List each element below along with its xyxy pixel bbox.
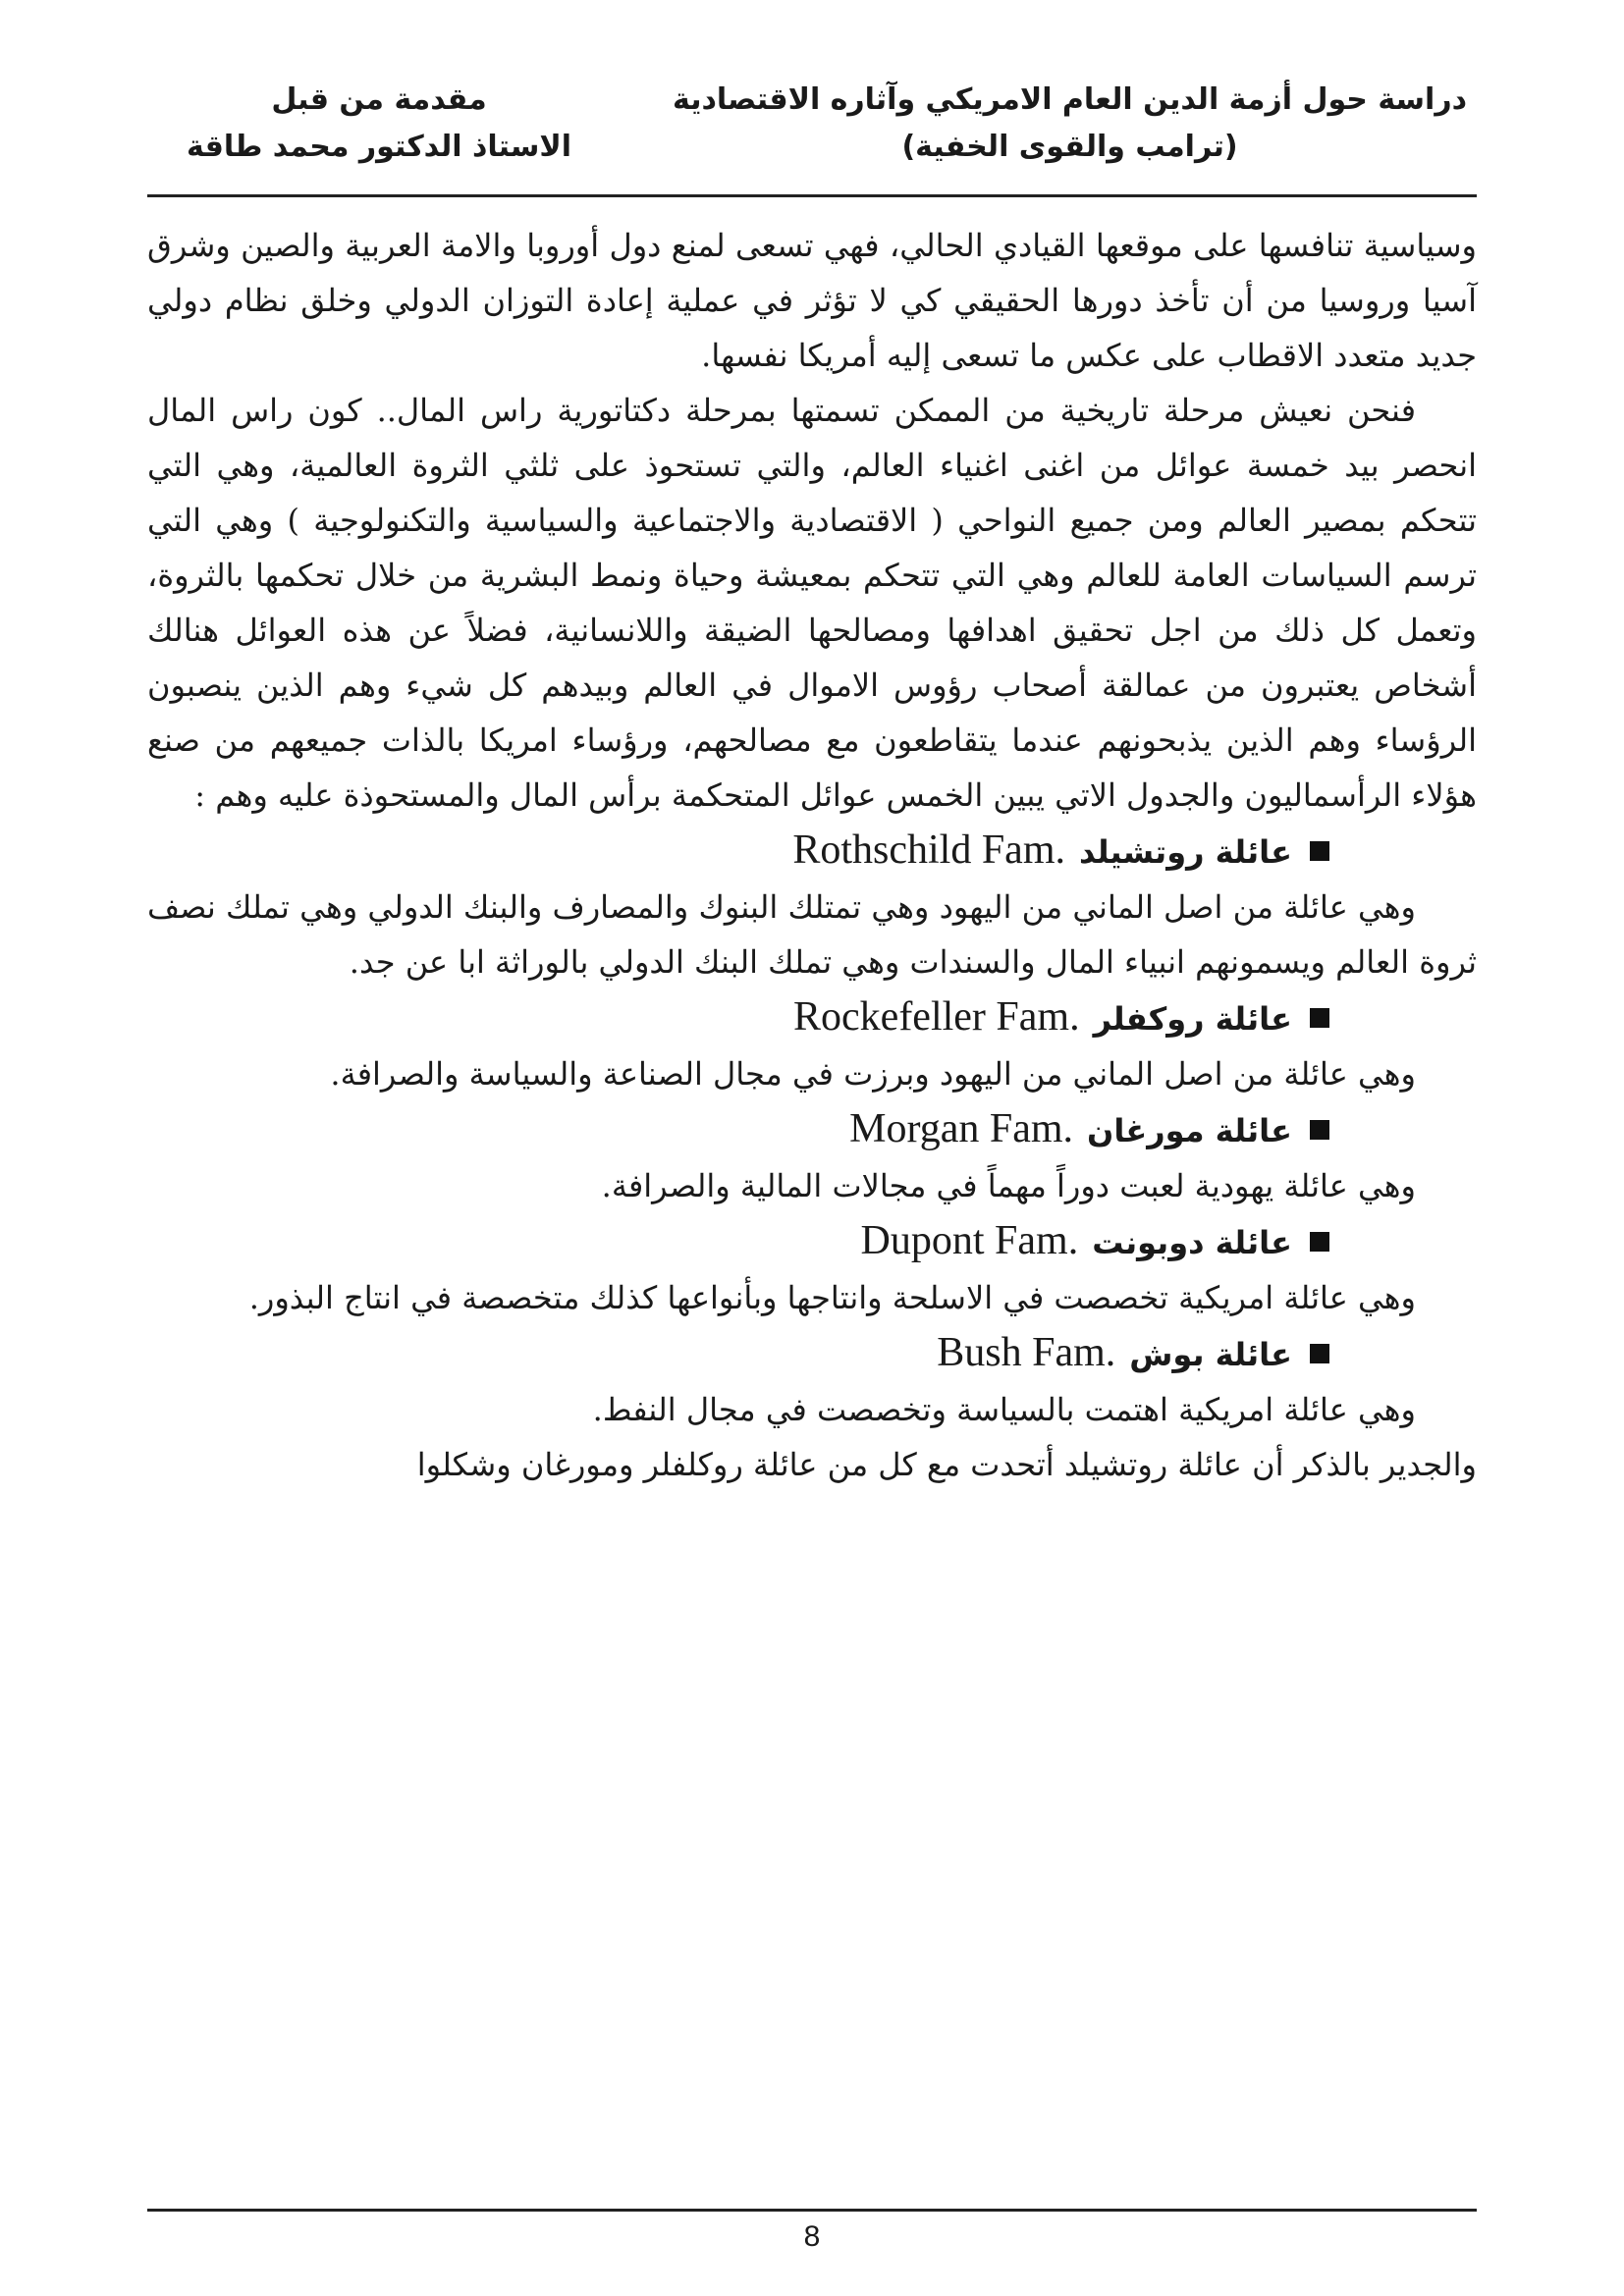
square-bullet-icon: [1310, 841, 1329, 861]
closing-paragraph: والجدير بالذكر أن عائلة روتشيلد أتحدت مع كل من عائلة روكلفلر ومورغان وشكلوا: [416, 1446, 1477, 1483]
family-heading-morgan: [147, 1101, 1477, 1158]
family-heading-rockefeller: [147, 989, 1477, 1046]
book-title: [673, 77, 1467, 171]
book-title-line-2: (ترامب والقوى الخفية): [901, 130, 1238, 164]
footer-divider: [147, 2209, 1477, 2212]
introduction-credit: [187, 77, 571, 171]
family-description-rockefeller: وهي عائلة من اصل الماني من اليهود وبرزت في مجال الصناعة والسياسة والصرافة.: [330, 1055, 1416, 1093]
family-description-morgan: وهي عائلة يهودية لعبت دوراً مهماً في مجالات المالية والصرافة.: [601, 1167, 1416, 1204]
family-name-arabic: عائلة روتشيلد: [1079, 833, 1292, 871]
square-bullet-icon: [1310, 1008, 1329, 1028]
family-description-rothschild: وهي عائلة من اصل الماني من اليهود وهي تمتلك البنوك والمصارف والبنك الدولي وهي تملك نصف ثروة العالم ويسمونهم انبياء المال والسندات وهي تملك البنك الدولي بالوراثة ابا عن جد.: [147, 888, 1477, 981]
page-number: 8: [803, 2220, 821, 2253]
paragraph-2: فنحن نعيش مرحلة تاريخية من الممكن تسمتها بمرحلة دكتاتورية راس المال.. كون راس المال انحصر بيد خمسة عوائل من اغنى اغنياء العالم، والتي تستحوذ على ثلثي الثروة العالمية، وهي التي تتحكم بمصير العالم ومن جميع النواحي ( الاقتصادية والاجتماعية والسياسية والتكنولوجية ) وهي التي ترسم السياسات العامة للعالم وهي التي تتحكم بمعيشة وحياة ونمط البشرية من خلال تحكمها بالثروة، وتعمل كل ذلك من اجل تحقيق اهدافها ومصالحها الضيقة واللانسانية، فضلاً عن هذه العوائل هنالك أشخاص يعتبرون من عمالقة أصحاب رؤوس الاموال في العالم وبيدهم كل شيء وهم الذين ينصبون الرؤساء وهم الذين يذبحونهم عندما يتقاطعون مع مصالحهم، ورؤساء امريكا بالذات جميعهم من صنع هؤلاء الرأسماليون والجدول الاتي يبين الخمس عوائل المتحكمة برأس المال والمستحوذة عليه وهم :: [147, 392, 1478, 814]
family-name-arabic: عائلة مورغان: [1087, 1112, 1292, 1149]
family-name-english: Dupont Fam.: [860, 1218, 1079, 1263]
square-bullet-icon: [1310, 1344, 1329, 1363]
square-bullet-icon: [1310, 1232, 1329, 1252]
page-header: [157, 77, 1467, 185]
paragraph-1: وسياسية تنافسها على موقعها القيادي الحالي، فهي تسعى لمنع دول أوروبا والامة العربية والصين وشرق آسيا وروسيا من أن تأخذ دورها الحقيقي كي لا تؤثر في عملية إعادة التوزان الدولي وخلق نظام دولي جديد متعدد الاقطاب على عكس ما تسعى إليه أمريكا نفسها.: [147, 227, 1478, 374]
introduction-credit-line-1: مقدمة من قبل: [271, 82, 487, 117]
family-name-english: Morgan Fam.: [849, 1106, 1074, 1151]
square-bullet-icon: [1310, 1120, 1329, 1140]
family-description-bush: وهي عائلة امريكية اهتمت بالسياسة وتخصصت في مجال النفط.: [592, 1391, 1416, 1428]
main-text: [147, 218, 1477, 1492]
book-title-line-1: دراسة حول أزمة الدين العام الامريكي وآثاره الاقتصادية: [673, 82, 1467, 117]
family-name-english: Bush Fam.: [937, 1330, 1116, 1375]
family-heading-dupont: [147, 1213, 1477, 1270]
family-name-english: Rockefeller Fam.: [793, 994, 1080, 1040]
family-name-arabic: عائلة بوش: [1129, 1336, 1292, 1373]
introduction-credit-line-2: الاستاذ الدكتور محمد طاقة: [187, 130, 572, 164]
family-name-arabic: عائلة دوبونت: [1092, 1224, 1292, 1261]
family-description-dupont: وهي عائلة امريكية تخصصت في الاسلحة وانتاجها وبأنواعها كذلك متخصصة في انتاج البذور.: [248, 1279, 1416, 1316]
family-heading-rothschild: [147, 823, 1477, 880]
family-name-arabic: عائلة روكفلر: [1093, 1000, 1292, 1038]
family-name-english: Rothschild Fam.: [792, 828, 1065, 873]
header-divider: [147, 194, 1477, 197]
family-heading-bush: [147, 1325, 1477, 1382]
